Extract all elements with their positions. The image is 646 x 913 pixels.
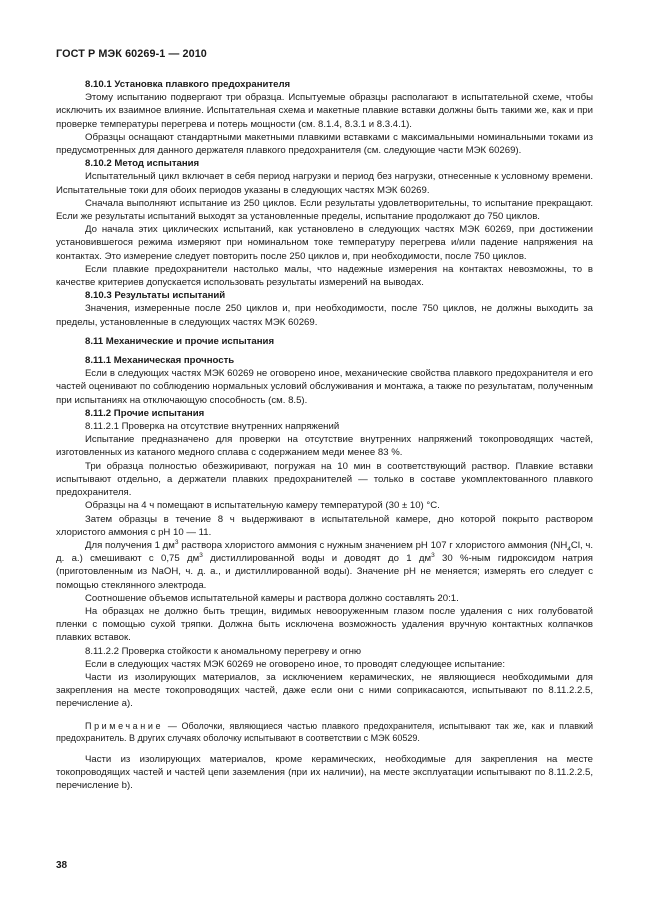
superscript: 3 <box>174 538 179 546</box>
paragraph: Значения, измеренные после 250 циклов и, при необходимости, после 750 циклов, не должны выходить за пределы, установленные в следующих частях МЭК 60269. <box>56 303 593 328</box>
note-paragraph <box>56 720 593 744</box>
paragraph: Затем образцы в течение 8 ч выдерживают в испытательной камере, дно которой покрыто раствором хлористого аммония с pH 10 — 11. <box>56 513 593 538</box>
subheading-8-11-2-2: 8.11.2.2 Проверка стойкости к аномальному перегреву и огню <box>85 645 362 657</box>
subheading-8-11-2-1: 8.11.2.1 Проверка на отсутствие внутренних напряжений <box>85 421 340 433</box>
text-run: Cl, ч. д. а.) смешивают с 0,75 дм <box>56 539 594 565</box>
paragraph: Если плавкие предохранители настолько малы, что надежные измерения на контактах невозможны, то в качестве критериев допускается использовать результаты измерений на выводах. <box>56 263 593 289</box>
text-run: дистиллированной воды и доводят до 1 дм <box>202 553 432 565</box>
paragraph: На образцах не должно быть трещин, видимых невооруженным глазом после удаления с них голубоватой пленки с помощью сухой тряпки. Должна быть исключена возможность удаления вручную контактных колпачков плавких вставок. <box>56 605 593 644</box>
paragraph: Части из изолирующих материалов, кроме керамических, необходимые для закрепления на месте токопроводящих частей и частей цепи заземления (при их наличии), на месте эксплуатации испытывают по 8.11.2.2.5, перечисление b). <box>56 753 593 792</box>
paragraph: Этому испытанию подвергают три образца. Испытуемые образцы располагают в испытательной схеме, чтобы исключить их взаимное влияние. Испытательная схема и макетные плавкие вставки должны быть такими же, как и при проверке температуры перегрева и потерь мощности (см. 8.1.4, 8.3.1 и 8.3.4.1). <box>56 92 593 130</box>
page-number: 38 <box>56 860 68 871</box>
text-run: Для получения 1 дм <box>85 539 175 551</box>
text-run: раствора хлористого аммония с нужным значением pH 107 г хлористого аммония (NH <box>178 539 568 551</box>
heading-8-11-1: 8.11.1 Механическая прочность <box>85 355 235 367</box>
paragraph: Части из изолирующих материалов, за исключением керамических, не являющиеся необходимыми для закрепления на месте токопроводящих частей, даже если они с ними соприкасаются, испытывают по 8.11.2.2.5, перечисление а). <box>56 671 593 710</box>
document-header: ГОСТ Р МЭК 60269-1 — 2010 <box>56 48 207 60</box>
note-label: Примечание <box>85 720 164 731</box>
note-text: — Оболочки, являющиеся частью плавкого предохранителя, испытывают так же, как и плавкий предохранитель. В других случаях оболочку испытывают в соответствии с МЭК 60529. <box>56 720 593 743</box>
heading-8-10-2: 8.10.2 Метод испытания <box>85 158 200 170</box>
text-run: 30 %-ным гидроксидом натрия (приготовленным из NaOH, ч. д. а., и дистиллированной воды). Значение pH не меняется; измерять его следует с помощью стеклянного электрода. <box>56 553 594 591</box>
paragraph: Сначала выполняют испытание из 250 циклов. Если результаты удовлетворительны, то испытание прекращают. Если же результаты испытаний выходят за установленные пределы, испытание продолжают до 750 циклов. <box>56 197 593 223</box>
paragraph: Испытание предназначено для проверки на отсутствие внутренних напряжений токопроводящих частей, изготовленных из катаного медного сплава с содержанием меди менее 83 %. <box>56 434 593 459</box>
paragraph: Три образца полностью обезжиривают, погружая на 10 мин в соответствующий раствор. Плавкие вставки испытывают отдельно, а держатели плавких предохранителей — только в составе укомплектованного плавкого предохранителя. <box>56 460 593 499</box>
paragraph: Соотношение объемов испытательной камеры и раствора должно составлять 20:1. <box>85 592 459 604</box>
heading-8-10-1: 8.10.1 Установка плавкого предохранителя <box>85 79 291 90</box>
paragraph: Образцы оснащают стандартными макетными плавкими вставками с максимальными номинальными токами из предусмотренных для данного держателя плавкого предохранителя (см. следующие части МЭК 60269). <box>56 131 593 157</box>
paragraph: Если в следующих частях МЭК 60269 не оговорено иное, механические свойства плавкого предохранителя и его частей оценивают по соблюдению нормальных условий обслуживания и монтажа, а также по результатам, полученным при испытаниях на отключающую способность (см. 8.5). <box>56 368 593 406</box>
paragraph-solution-prep <box>56 539 593 592</box>
superscript: 3 <box>431 551 435 559</box>
paragraph: Образцы на 4 ч помещают в испытательную камеру температурой (30 ± 10) °С. <box>85 500 440 512</box>
paragraph: Испытательный цикл включает в себя период нагрузки и период без нагрузки, отнесенные к условному времени. Испытательные токи для обоих периодов указаны в следующих частях МЭК 60269. <box>56 171 593 196</box>
paragraph: Если в следующих частях МЭК 60269 не оговорено иное, то проводят следующее испытание: <box>85 658 506 670</box>
heading-8-11: 8.11 Механические и прочие испытания <box>85 335 275 347</box>
heading-8-11-2: 8.11.2 Прочие испытания <box>85 407 205 419</box>
document-body <box>56 78 593 793</box>
subscript: 4 <box>567 545 571 553</box>
paragraph: До начала этих циклических испытаний, как установлено в следующих частях МЭК 60269, при достижении установившегося режима измеряют при номинальном токе температуру перегрева и/или падение напряжения на контактах. Это измерение следует повторить после 250 циклов и, при необходимости, после 750 циклов. <box>56 224 593 262</box>
superscript: 3 <box>199 551 203 559</box>
heading-8-10-3: 8.10.3 Результаты испытаний <box>85 290 226 302</box>
